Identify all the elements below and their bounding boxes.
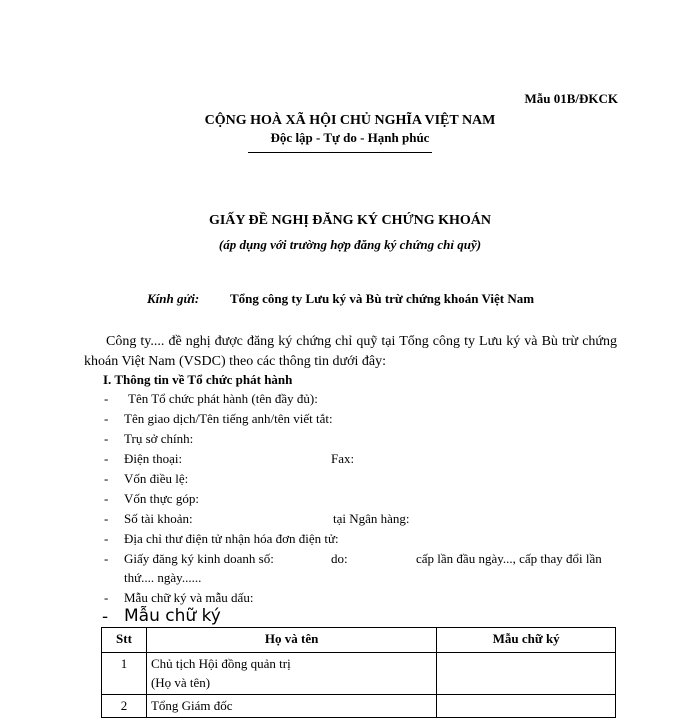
field-fax: Fax:: [331, 451, 355, 466]
field-issue-dates-cont: thứ.... ngày......: [124, 570, 202, 585]
table-row: [102, 695, 616, 718]
bullet-dash: -: [104, 451, 109, 466]
document-title: GIẤY ĐỀ NGHỊ ĐĂNG KÝ CHỨNG KHOÁN: [208, 213, 492, 228]
field-trade-name: Tên giao dịch/Tên tiếng anh/tên viết tắt:: [124, 411, 333, 426]
row-name-cell: [146, 695, 436, 718]
document-subtitle: (áp dụng với trường hợp đăng ký chứng chỉ quỹ): [218, 237, 482, 252]
field-issuer-name: Tên Tổ chức phát hành (tên đầy đủ):: [128, 391, 318, 406]
field-head-office: Trụ sở chính:: [124, 431, 194, 446]
field-paid-capital: Vốn thực góp:: [124, 491, 199, 506]
row-name-cell: [146, 653, 436, 695]
recipient-label: Kính gửi:: [147, 291, 200, 306]
field-issue-dates: cấp lần đầu ngày..., cấp thay đổi lần: [416, 551, 602, 566]
recipient-value: Tổng công ty Lưu ký và Bù trừ chứng khoán Việt Nam: [230, 291, 535, 306]
table-header-row: [102, 628, 616, 653]
field-phone: Điện thoại:: [124, 451, 183, 466]
header-full-name: Họ và tên: [146, 628, 436, 653]
intro-text: Công ty.... đề nghị được đăng ký chứng chỉ quỹ tại Tổng công ty Lưu ký và Bù trừ chứng khoán Việt Nam (VSDC) theo các thông tin dưới đây:: [84, 334, 617, 369]
motto-underline: [248, 152, 432, 153]
field-charter-capital: Vốn điều lệ:: [124, 471, 189, 486]
row-stt: 2: [102, 695, 147, 718]
field-business-reg: Giấy đăng ký kinh doanh số:: [124, 551, 274, 566]
intro-paragraph: [84, 332, 617, 372]
field-issued-by: do:: [331, 551, 348, 566]
signature-cell: [437, 653, 616, 695]
header-stt: Stt: [102, 628, 147, 653]
header-signature: Mẫu chữ ký: [437, 628, 616, 653]
row-role: Tổng Giám đốc: [150, 698, 233, 713]
row-role: Chủ tịch Hội đồng quản trị: [150, 656, 291, 671]
section-1-title: I. Thông tin về Tổ chức phát hành: [103, 372, 293, 387]
country-name: CỘNG HOÀ XÃ HỘI CHỦ NGHĨA VIỆT NAM: [204, 113, 496, 128]
bullet-dash: -: [104, 411, 109, 426]
bullet-dash: -: [102, 607, 109, 627]
bullet-dash: -: [104, 511, 109, 526]
row-name-placeholder: (Họ và tên): [150, 675, 211, 690]
motto: Độc lập - Tự do - Hạnh phúc: [270, 130, 430, 145]
signature-table: [101, 627, 616, 718]
bullet-dash: -: [104, 471, 109, 486]
table-row: [102, 653, 616, 695]
field-signature-seal: Mẫu chữ ký và mẫu dấu:: [124, 590, 254, 605]
field-einvoice-email: Địa chỉ thư điện tử nhận hóa đơn điện tử:: [124, 531, 339, 546]
signature-heading: Mẫu chữ ký: [124, 606, 221, 626]
field-account-no: Số tài khoản:: [124, 511, 193, 526]
signature-cell: [437, 695, 616, 718]
row-stt: 1: [102, 653, 147, 695]
bullet-dash: -: [104, 431, 109, 446]
bullet-dash: -: [104, 391, 109, 406]
bullet-dash: -: [104, 551, 109, 566]
bullet-dash: -: [104, 590, 109, 605]
bullet-dash: -: [104, 491, 109, 506]
field-bank: tại Ngân hàng:: [333, 511, 410, 526]
form-code: Mẫu 01B/ĐKCK: [524, 91, 618, 106]
bullet-dash: -: [104, 531, 109, 546]
